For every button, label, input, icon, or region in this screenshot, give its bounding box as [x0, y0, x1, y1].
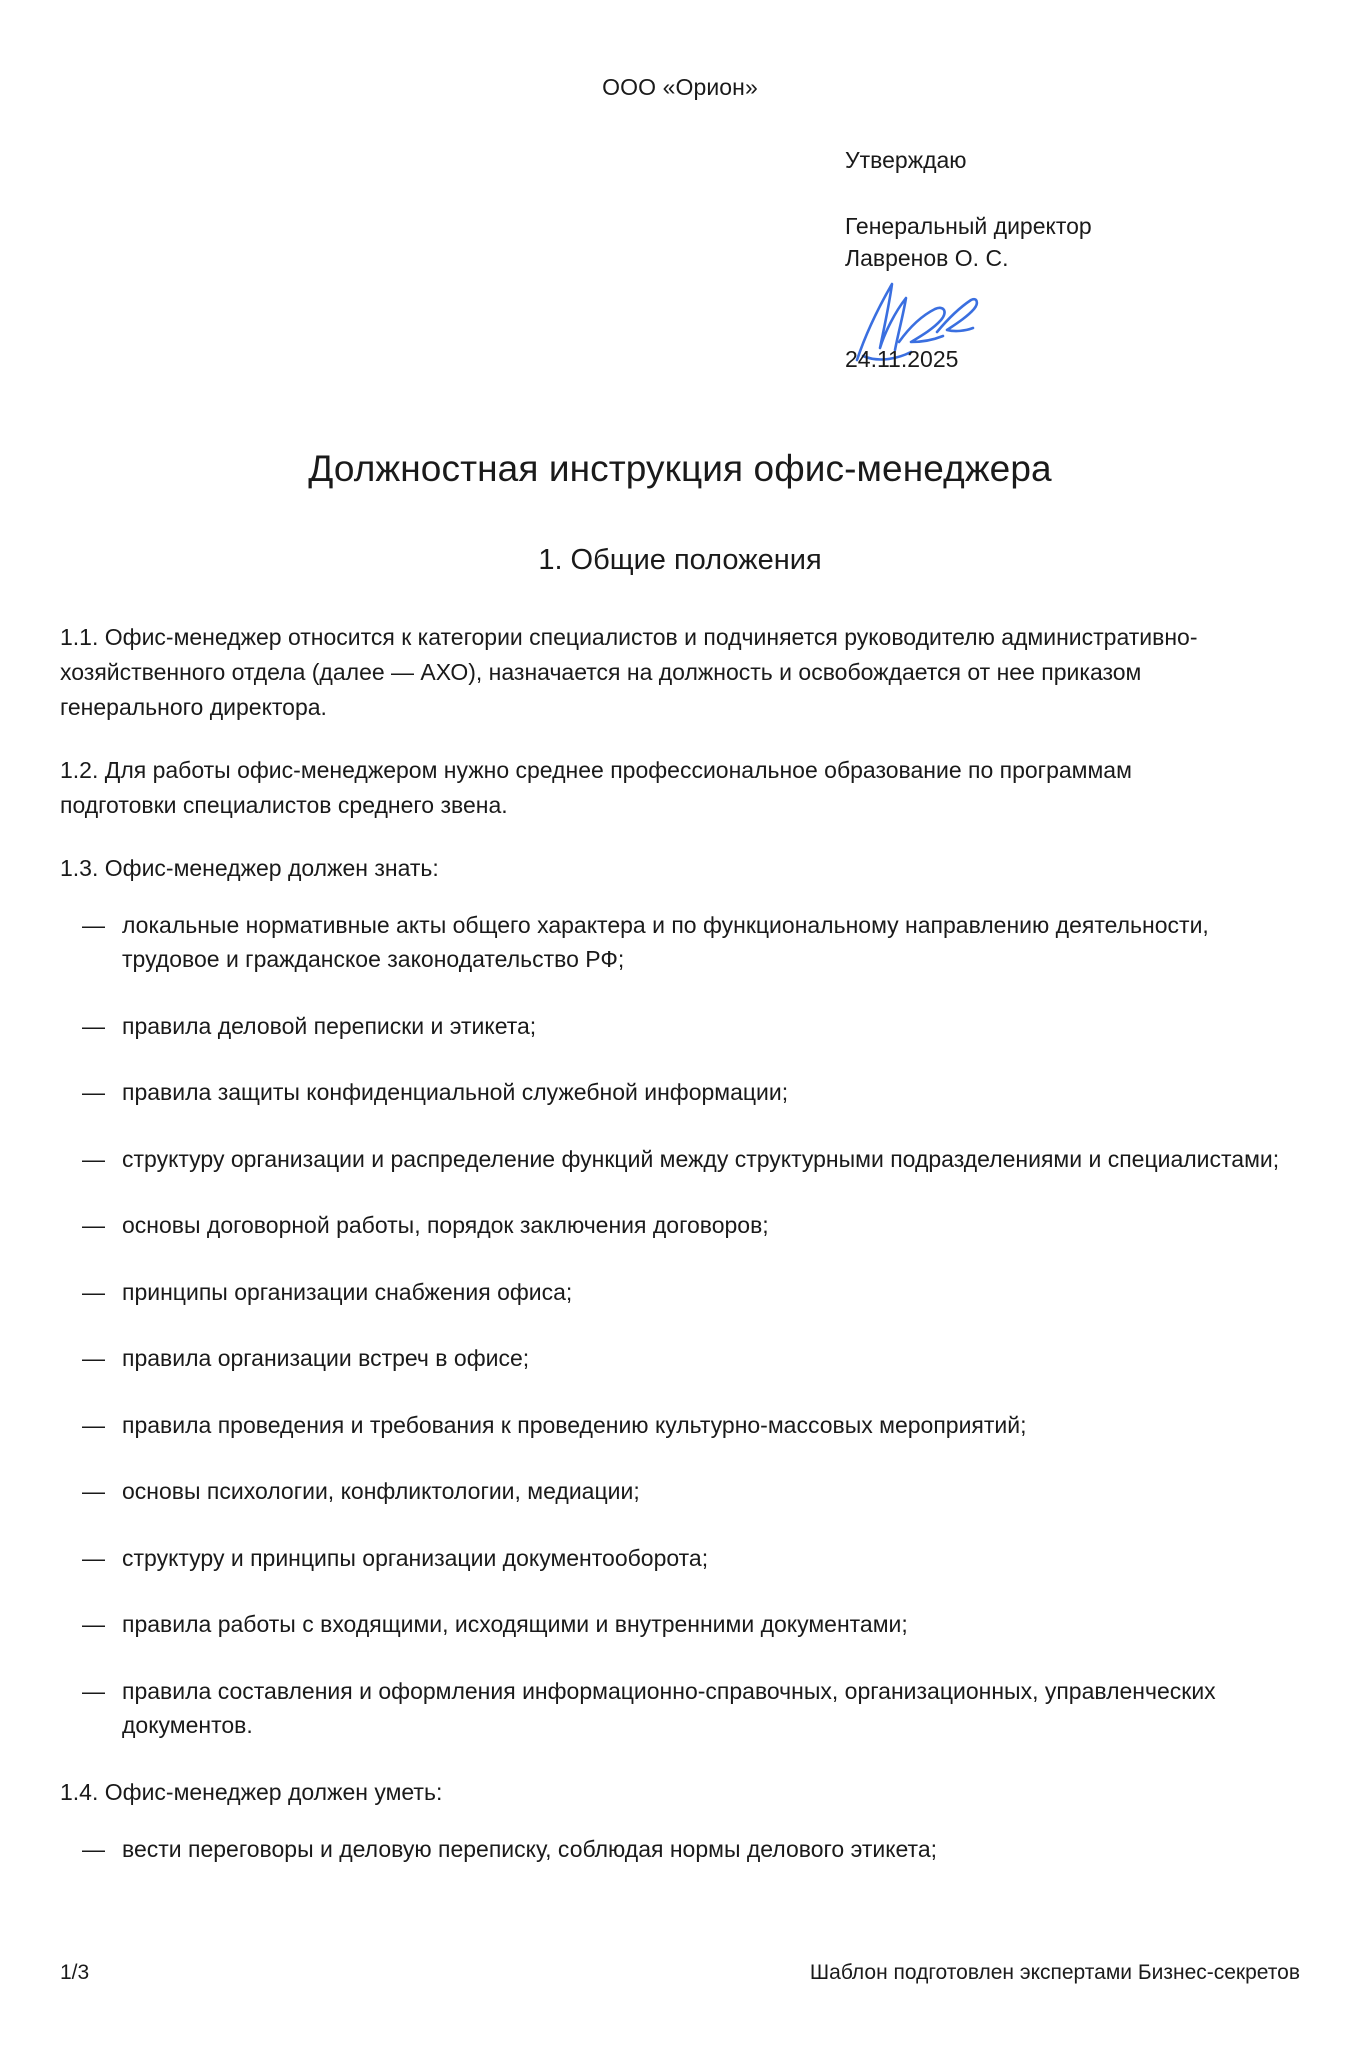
section-title: 1. Общие положения [538, 544, 822, 577]
list-item: — локальные нормативные акты общего характера и по функциональному направлению деятельности, трудовое и гражданское законодательство РФ; [60, 908, 1300, 977]
list-item: — правила работы с входящими, исходящими и внутренними документами; [60, 1607, 1300, 1642]
list-item: — основы договорной работы, порядок заключения договоров; [60, 1208, 1300, 1243]
approval-block [60, 145, 1300, 390]
footer-attribution: Шаблон подготовлен экспертами Бизнес-секретов [809, 1961, 1300, 1984]
must-be-able-list [60, 1832, 1300, 1867]
paragraph-1-1: 1.1. Офис-менеджер относится к категории специалистов и подчиняется руководителю административно-хозяйственного отдела (далее — АХО), назначается на должность и освобождается от нее приказом генерального директора. [60, 623, 1198, 720]
approval-date: 24.11.2025 [845, 346, 959, 373]
page-title: Должностная инструкция офис-менеджера [308, 447, 1052, 489]
list-item: — правила организации встреч в офисе; [60, 1341, 1300, 1376]
approver-name: Лавренов О. С. [845, 244, 1009, 271]
list-item: — вести переговоры и деловую переписку, соблюдая нормы делового этикета; [60, 1832, 1300, 1867]
list-item: — правила деловой переписки и этикета; [60, 1009, 1300, 1044]
organization-name: ООО «Орион» [602, 74, 758, 100]
paragraph-1-3: 1.3. Офис-менеджер должен знать: [60, 854, 439, 881]
list-item: — правила защиты конфиденциальной служебной информации; [60, 1075, 1300, 1110]
list-item: — правила составления и оформления информационно-справочных, организационных, управленческих документов. [60, 1674, 1300, 1743]
list-item: — принципы организации снабжения офиса; [60, 1275, 1300, 1310]
paragraph-1-4: 1.4. Офис-менеджер должен уметь: [60, 1778, 443, 1805]
approval-word: Утверждаю [845, 147, 967, 174]
must-know-list [60, 908, 1300, 1743]
page-footer [60, 1961, 1300, 1985]
list-item: — структуру организации и распределение функций между структурными подразделениями и специалистами; [60, 1142, 1300, 1177]
document-body [60, 620, 1300, 1866]
list-item: — структуру и принципы организации документооборота; [60, 1541, 1300, 1576]
list-item: — основы психологии, конфликтологии, медиации; [60, 1474, 1300, 1509]
page-number: 1/3 [60, 1961, 90, 1984]
paragraph-1-2: 1.2. Для работы офис-менеджером нужно среднее профессиональное образование по программам подготовки специалистов среднего звена. [60, 756, 1132, 818]
approver-role: Генеральный директор [845, 212, 1092, 239]
list-item: — правила проведения и требования к проведению культурно-массовых мероприятий; [60, 1408, 1300, 1443]
